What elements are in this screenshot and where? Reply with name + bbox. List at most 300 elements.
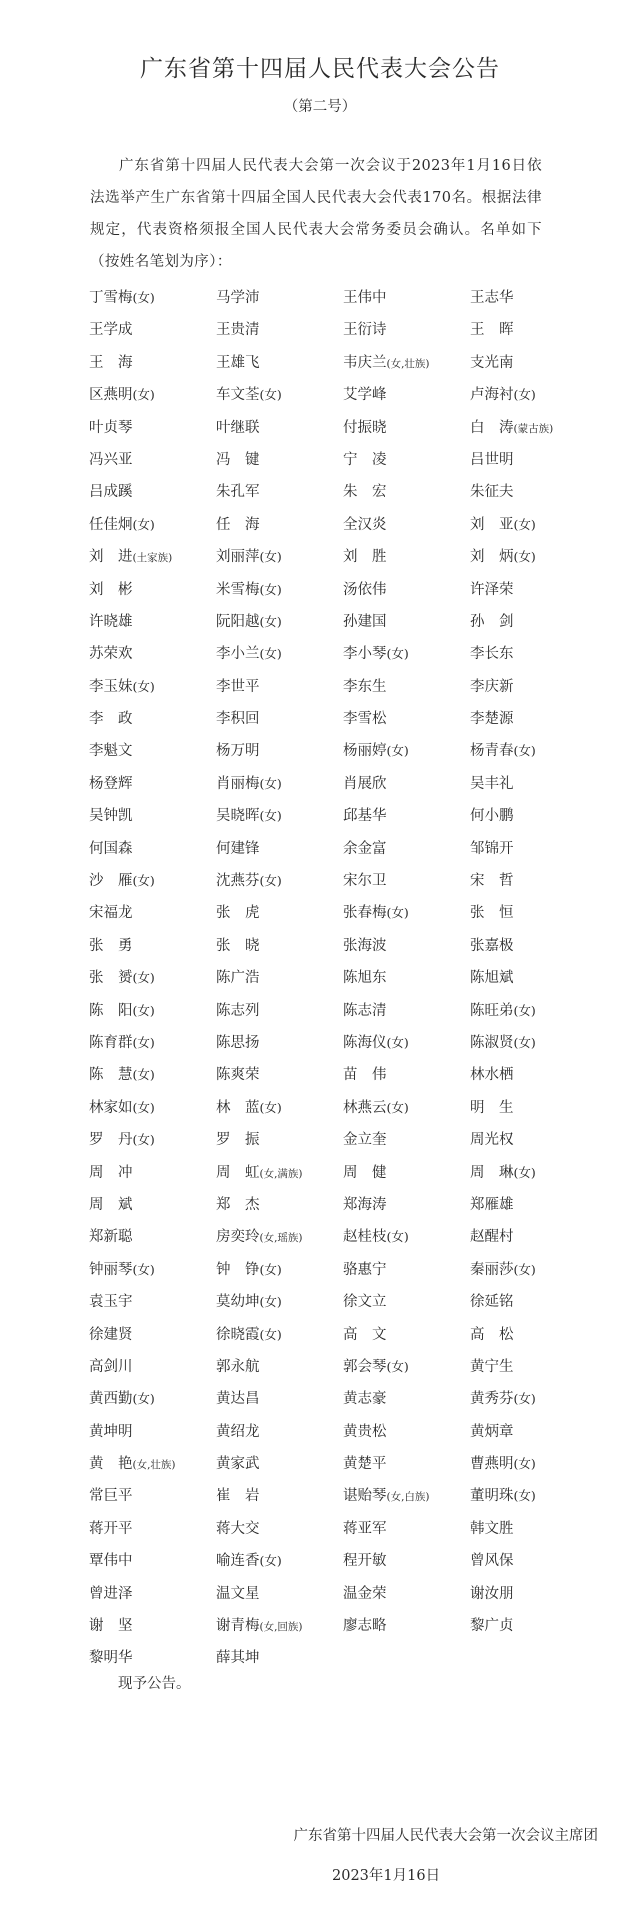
delegate-name: 董明珠 xyxy=(470,1488,514,1505)
delegate-entry xyxy=(343,288,470,320)
delegate-note: (女,回族) xyxy=(259,1621,303,1634)
delegate-name: 廖志略 xyxy=(343,1618,387,1635)
delegate-name: 卢海衬 xyxy=(470,387,514,404)
delegate-entry xyxy=(343,1486,470,1518)
delegate-note: (女) xyxy=(132,1034,155,1050)
delegate-name: 陈爽荣 xyxy=(216,1067,260,1084)
delegate-entry xyxy=(89,1065,216,1097)
delegate-note: (女) xyxy=(259,1326,282,1342)
delegate-name: 张嘉极 xyxy=(470,937,514,954)
delegate-entry xyxy=(343,709,470,741)
delegate-name: 崔 岩 xyxy=(216,1488,260,1505)
delegate-entry xyxy=(470,1486,597,1518)
delegate-entry xyxy=(470,1389,597,1421)
delegate-entry xyxy=(343,482,470,514)
delegate-note: (女) xyxy=(513,1002,536,1018)
delegate-entry xyxy=(343,515,470,547)
delegate-name: 肖丽梅 xyxy=(216,775,260,792)
delegate-name: 余金富 xyxy=(343,840,387,857)
delegate-name: 刘丽萍 xyxy=(216,549,260,566)
delegate-entry xyxy=(89,1260,216,1292)
delegate-entry xyxy=(470,580,597,612)
delegate-entry xyxy=(89,903,216,935)
delegate-note: (女) xyxy=(513,1391,536,1407)
delegate-name: 王 海 xyxy=(89,354,133,371)
delegate-note: (女) xyxy=(513,1488,536,1504)
delegate-entry xyxy=(216,1163,343,1195)
delegate-note: (女) xyxy=(259,581,282,597)
delegate-name: 汤依伟 xyxy=(343,581,387,598)
delegate-name: 艾学峰 xyxy=(343,387,387,404)
delegate-entry xyxy=(470,1325,597,1357)
delegate-entry xyxy=(89,547,216,579)
delegate-name: 张 勇 xyxy=(89,937,133,954)
delegate-entry xyxy=(343,741,470,773)
delegate-entry xyxy=(89,482,216,514)
delegate-entry xyxy=(470,288,597,320)
delegate-entry xyxy=(470,1001,597,1033)
delegate-entry xyxy=(89,320,216,352)
delegate-entry xyxy=(89,353,216,385)
delegate-name: 陈淑贤 xyxy=(470,1034,514,1051)
delegate-name: 陈 慧 xyxy=(89,1067,133,1084)
delegate-name: 陈旭东 xyxy=(343,970,387,987)
delegate-entry xyxy=(216,1195,343,1227)
delegate-entry xyxy=(89,612,216,644)
delegate-entry xyxy=(216,418,343,450)
delegate-entry xyxy=(343,1584,470,1616)
delegate-entry xyxy=(216,1130,343,1162)
delegate-name: 冯 键 xyxy=(216,451,260,468)
delegate-name: 张 恒 xyxy=(470,905,514,922)
delegate-name: 韦庆兰 xyxy=(343,354,387,371)
delegate-name: 朱征夫 xyxy=(470,484,514,501)
delegate-name: 黄楚平 xyxy=(343,1456,387,1473)
delegate-entry xyxy=(470,320,597,352)
delegate-entry xyxy=(89,1098,216,1130)
delegate-entry xyxy=(470,871,597,903)
delegate-entry xyxy=(89,515,216,547)
delegate-name: 郑新聪 xyxy=(89,1229,133,1246)
delegate-entry xyxy=(470,385,597,417)
delegate-entry xyxy=(343,1519,470,1551)
delegate-name: 黄达昌 xyxy=(216,1391,260,1408)
delegate-name: 李雪松 xyxy=(343,711,387,728)
delegate-name: 喻连香 xyxy=(216,1553,260,1570)
delegate-name: 吕成蹊 xyxy=(89,484,133,501)
delegate-name: 陈志列 xyxy=(216,1002,260,1019)
delegate-entry xyxy=(216,1098,343,1130)
delegate-name: 谢汝朋 xyxy=(470,1585,514,1602)
delegate-entry xyxy=(343,1098,470,1130)
delegate-entry xyxy=(89,1519,216,1551)
delegate-entry xyxy=(216,839,343,871)
delegate-entry xyxy=(216,709,343,741)
delegate-entry xyxy=(470,1260,597,1292)
delegate-entry xyxy=(343,580,470,612)
delegate-entry xyxy=(89,1584,216,1616)
delegate-entry xyxy=(343,903,470,935)
delegate-entry xyxy=(470,1163,597,1195)
delegate-note: (女,满族) xyxy=(259,1167,303,1180)
delegate-entry xyxy=(216,385,343,417)
delegate-name: 莫幼坤 xyxy=(216,1294,260,1311)
delegate-entry xyxy=(216,1001,343,1033)
delegate-entry xyxy=(470,806,597,838)
delegate-entry xyxy=(343,1325,470,1357)
delegate-name: 李 政 xyxy=(89,711,133,728)
delegate-entry xyxy=(89,1454,216,1486)
delegate-name: 徐晓霞 xyxy=(216,1326,260,1343)
delegate-entry xyxy=(470,1551,597,1583)
delegate-name: 张 赟 xyxy=(89,970,133,987)
delegate-name: 杨青春 xyxy=(470,743,514,760)
delegate-entry xyxy=(470,418,597,450)
delegate-name: 高剑川 xyxy=(89,1358,133,1375)
delegate-name: 周 琳 xyxy=(470,1164,514,1181)
delegate-entry xyxy=(89,1357,216,1389)
delegate-entry xyxy=(470,450,597,482)
delegate-name: 张 虎 xyxy=(216,905,260,922)
delegate-entry xyxy=(343,1551,470,1583)
delegate-entry xyxy=(343,1454,470,1486)
delegate-name: 王衍诗 xyxy=(343,322,387,339)
delegate-name: 刘 胜 xyxy=(343,549,387,566)
delegate-name: 张 晓 xyxy=(216,937,260,954)
delegate-note: (女) xyxy=(513,1261,536,1277)
delegate-name: 叶继联 xyxy=(216,419,260,436)
delegate-note: (女) xyxy=(259,613,282,629)
delegate-entry xyxy=(343,547,470,579)
delegate-note: (女) xyxy=(132,1002,155,1018)
delegate-name: 郑海涛 xyxy=(343,1196,387,1213)
delegate-note: (女) xyxy=(513,516,536,532)
delegate-entry xyxy=(89,1130,216,1162)
delegate-entry xyxy=(89,1033,216,1065)
delegate-name: 付振晓 xyxy=(343,419,387,436)
delegate-entry xyxy=(343,353,470,385)
delegate-name: 王雄飞 xyxy=(216,354,260,371)
delegate-entry xyxy=(216,288,343,320)
delegate-name: 常巨平 xyxy=(89,1488,133,1505)
delegate-entry xyxy=(343,1260,470,1292)
delegate-name: 黄贵松 xyxy=(343,1423,387,1440)
delegate-name: 谢 坚 xyxy=(89,1618,133,1635)
delegate-entry xyxy=(343,1616,470,1648)
delegate-entry xyxy=(343,1389,470,1421)
delegate-name: 朱孔军 xyxy=(216,484,260,501)
delegate-name: 车文荃 xyxy=(216,387,260,404)
delegate-name: 陈思扬 xyxy=(216,1034,260,1051)
delegate-entry xyxy=(343,806,470,838)
delegate-entry xyxy=(216,1648,343,1680)
delegate-note: (女) xyxy=(132,1099,155,1115)
delegate-entry xyxy=(216,320,343,352)
delegate-name: 王贵清 xyxy=(216,322,260,339)
delegate-name: 王 晖 xyxy=(470,322,514,339)
delegate-note: (土家族) xyxy=(132,552,173,565)
delegate-entry xyxy=(216,774,343,806)
delegate-name: 谌贻琴 xyxy=(343,1488,387,1505)
delegate-list xyxy=(89,288,609,1681)
delegate-entry xyxy=(470,709,597,741)
delegate-note: (女) xyxy=(259,1553,282,1569)
delegate-entry xyxy=(89,1227,216,1259)
delegate-name: 孙建国 xyxy=(343,613,387,630)
delegate-name: 白 涛 xyxy=(470,419,514,436)
delegate-name: 王学成 xyxy=(89,322,133,339)
delegate-name: 李长东 xyxy=(470,646,514,663)
delegate-name: 米雪梅 xyxy=(216,581,260,598)
delegate-entry xyxy=(470,1616,597,1648)
delegate-name: 苏荣欢 xyxy=(89,646,133,663)
delegate-entry xyxy=(470,547,597,579)
delegate-name: 王志华 xyxy=(470,290,514,306)
delegate-name: 韩文胜 xyxy=(470,1520,514,1537)
delegate-name: 王伟中 xyxy=(343,290,387,306)
delegate-name: 陈志清 xyxy=(343,1002,387,1019)
delegate-name: 陈海仪 xyxy=(343,1034,387,1051)
delegate-entry xyxy=(216,515,343,547)
delegate-name: 高 文 xyxy=(343,1326,387,1343)
delegate-name: 邹锦开 xyxy=(470,840,514,857)
delegate-entry xyxy=(216,482,343,514)
delegate-name: 周光权 xyxy=(470,1132,514,1149)
delegate-entry xyxy=(216,353,343,385)
delegate-entry xyxy=(89,741,216,773)
delegate-entry xyxy=(343,644,470,676)
delegate-entry xyxy=(470,1130,597,1162)
delegate-entry xyxy=(216,1292,343,1324)
delegate-note: (女) xyxy=(259,808,282,824)
delegate-note: (女) xyxy=(259,1294,282,1310)
delegate-entry xyxy=(89,677,216,709)
delegate-entry xyxy=(470,968,597,1000)
delegate-name: 郭会琴 xyxy=(343,1358,387,1375)
delegate-name: 黄志豪 xyxy=(343,1391,387,1408)
delegate-name: 徐延铭 xyxy=(470,1294,514,1311)
delegate-name: 黄 艳 xyxy=(89,1456,133,1473)
delegate-note: (女) xyxy=(132,290,155,305)
delegate-entry xyxy=(343,612,470,644)
delegate-name: 吴丰礼 xyxy=(470,775,514,792)
delegate-name: 李魁文 xyxy=(89,743,133,760)
delegate-entry xyxy=(216,1389,343,1421)
delegate-name: 杨万明 xyxy=(216,743,260,760)
delegate-name: 罗 丹 xyxy=(89,1132,133,1149)
delegate-name: 黄坤明 xyxy=(89,1423,133,1440)
delegate-name: 刘 炳 xyxy=(470,549,514,566)
delegate-note: (女) xyxy=(132,1067,155,1083)
delegate-name: 全汉炎 xyxy=(343,516,387,533)
delegate-entry xyxy=(216,1584,343,1616)
delegate-entry xyxy=(216,1325,343,1357)
delegate-name: 叶贞琴 xyxy=(89,419,133,436)
delegate-note: (女) xyxy=(132,1132,155,1148)
delegate-name: 何国森 xyxy=(89,840,133,857)
delegate-entry xyxy=(470,1357,597,1389)
delegate-name: 袁玉宇 xyxy=(89,1294,133,1311)
delegate-note: (女) xyxy=(386,1034,409,1050)
delegate-entry xyxy=(216,1357,343,1389)
delegate-name: 黎广贞 xyxy=(470,1618,514,1635)
delegate-entry xyxy=(216,1227,343,1259)
delegate-entry xyxy=(216,1422,343,1454)
delegate-note: (女) xyxy=(513,743,536,759)
delegate-name: 阮阳越 xyxy=(216,613,260,630)
delegate-note: (女) xyxy=(259,1099,282,1115)
delegate-name: 任佳炯 xyxy=(89,516,133,533)
delegate-entry xyxy=(343,1001,470,1033)
delegate-entry xyxy=(216,612,343,644)
delegate-entry xyxy=(216,1260,343,1292)
delegate-note: (女,瑶族) xyxy=(259,1232,303,1245)
delegate-name: 周 虹 xyxy=(216,1164,260,1181)
delegate-note: (女) xyxy=(132,678,155,694)
delegate-note: (女) xyxy=(132,387,155,403)
delegate-entry xyxy=(343,1422,470,1454)
delegate-name: 黄秀芬 xyxy=(470,1391,514,1408)
delegate-name: 陈旺弟 xyxy=(470,1002,514,1019)
delegate-name: 覃伟中 xyxy=(89,1553,133,1570)
delegate-entry xyxy=(470,353,597,385)
delegate-name: 沈燕芬 xyxy=(216,873,260,890)
delegate-entry xyxy=(89,1292,216,1324)
delegate-name: 许泽荣 xyxy=(470,581,514,598)
delegate-name: 张海波 xyxy=(343,937,387,954)
delegate-name: 杨登辉 xyxy=(89,775,133,792)
delegate-name: 苗 伟 xyxy=(343,1067,387,1084)
delegate-entry xyxy=(89,288,216,320)
delegate-entry xyxy=(470,903,597,935)
delegate-entry xyxy=(470,839,597,871)
delegate-entry xyxy=(89,968,216,1000)
delegate-entry xyxy=(89,1195,216,1227)
delegate-entry xyxy=(216,1065,343,1097)
closing-text: 现予公告。 xyxy=(118,1676,191,1692)
delegate-entry xyxy=(343,1292,470,1324)
delegate-name: 区燕明 xyxy=(89,387,133,404)
delegate-note: (女,白族) xyxy=(386,1491,430,1504)
delegate-name: 杨丽婷 xyxy=(343,743,387,760)
delegate-note: (女) xyxy=(513,387,536,403)
delegate-entry xyxy=(470,1292,597,1324)
delegate-name: 宋 哲 xyxy=(470,873,514,890)
announcement-title: 广东省第十四届人民代表大会公告 xyxy=(140,56,500,82)
delegate-entry xyxy=(89,450,216,482)
delegate-entry xyxy=(89,385,216,417)
delegate-entry xyxy=(343,677,470,709)
delegate-name: 黄绍龙 xyxy=(216,1423,260,1440)
delegate-entry xyxy=(470,936,597,968)
delegate-name: 赵醒村 xyxy=(470,1229,514,1246)
delegate-entry xyxy=(216,1486,343,1518)
delegate-name: 李世平 xyxy=(216,678,260,695)
delegate-name: 宋尔卫 xyxy=(343,873,387,890)
delegate-name: 沙 雁 xyxy=(89,873,133,890)
delegate-name: 明 生 xyxy=(470,1099,514,1116)
delegate-name: 黄炳章 xyxy=(470,1423,514,1440)
delegate-name: 蒋亚军 xyxy=(343,1520,387,1537)
delegate-name: 钟 铮 xyxy=(216,1261,260,1278)
delegate-entry xyxy=(343,1130,470,1162)
delegate-name: 林燕云 xyxy=(343,1099,387,1116)
delegate-name: 任 海 xyxy=(216,516,260,533)
delegate-name: 陈广浩 xyxy=(216,970,260,987)
delegate-name: 冯兴亚 xyxy=(89,451,133,468)
delegate-note: (女) xyxy=(132,1391,155,1407)
delegate-note: (女) xyxy=(513,1456,536,1472)
delegate-name: 丁雪梅 xyxy=(89,290,133,306)
delegate-name: 朱 宏 xyxy=(343,484,387,501)
delegate-entry xyxy=(89,418,216,450)
delegate-entry xyxy=(89,1551,216,1583)
announcement-number: （第二号） xyxy=(283,99,357,115)
delegate-entry xyxy=(343,1065,470,1097)
delegate-name: 许晓雄 xyxy=(89,613,133,630)
delegate-entry xyxy=(343,1163,470,1195)
delegate-entry xyxy=(343,320,470,352)
delegate-entry xyxy=(470,1227,597,1259)
delegate-name: 金立奎 xyxy=(343,1132,387,1149)
announcement-date: 2023年1月16日 xyxy=(332,1868,441,1884)
delegate-entry xyxy=(343,1227,470,1259)
delegate-note: (女) xyxy=(386,1229,409,1245)
delegate-name: 宁 凌 xyxy=(343,451,387,468)
delegate-entry xyxy=(470,482,597,514)
delegate-name: 陈 阳 xyxy=(89,1002,133,1019)
delegate-name: 李庆新 xyxy=(470,678,514,695)
delegate-entry xyxy=(216,741,343,773)
delegate-name: 刘 进 xyxy=(89,549,133,566)
delegate-note: (女,壮族) xyxy=(386,357,430,370)
delegate-name: 刘 彬 xyxy=(89,581,133,598)
delegate-name: 陈旭斌 xyxy=(470,970,514,987)
delegate-entry xyxy=(89,1389,216,1421)
delegate-note: (女) xyxy=(513,549,536,565)
delegate-name: 程开敏 xyxy=(343,1553,387,1570)
delegate-note: (女,壮族) xyxy=(132,1459,176,1472)
delegate-entry xyxy=(343,936,470,968)
delegate-note: (女) xyxy=(132,1261,155,1277)
delegate-note: (女) xyxy=(513,1164,536,1180)
delegate-name: 陈育群 xyxy=(89,1034,133,1051)
delegate-entry xyxy=(216,1519,343,1551)
delegate-entry xyxy=(89,580,216,612)
delegate-entry xyxy=(343,450,470,482)
delegate-entry xyxy=(89,1325,216,1357)
delegate-name: 黎明华 xyxy=(89,1650,133,1667)
delegate-entry xyxy=(89,1422,216,1454)
delegate-note: (女) xyxy=(386,1099,409,1115)
delegate-entry xyxy=(343,968,470,1000)
delegate-note: (女) xyxy=(386,743,409,759)
delegate-name: 刘 亚 xyxy=(470,516,514,533)
delegate-entry xyxy=(343,839,470,871)
delegate-name: 林家如 xyxy=(89,1099,133,1116)
delegate-name: 郭永航 xyxy=(216,1358,260,1375)
delegate-note: (女) xyxy=(386,646,409,662)
delegate-name: 曾进泽 xyxy=(89,1585,133,1602)
delegate-name: 张春梅 xyxy=(343,905,387,922)
delegate-entry xyxy=(216,936,343,968)
delegate-entry xyxy=(343,774,470,806)
delegate-name: 何建锋 xyxy=(216,840,260,857)
delegate-name: 周 斌 xyxy=(89,1196,133,1213)
delegate-entry xyxy=(89,839,216,871)
delegate-note: (蒙古族) xyxy=(513,422,554,435)
delegate-name: 孙 剑 xyxy=(470,613,514,630)
